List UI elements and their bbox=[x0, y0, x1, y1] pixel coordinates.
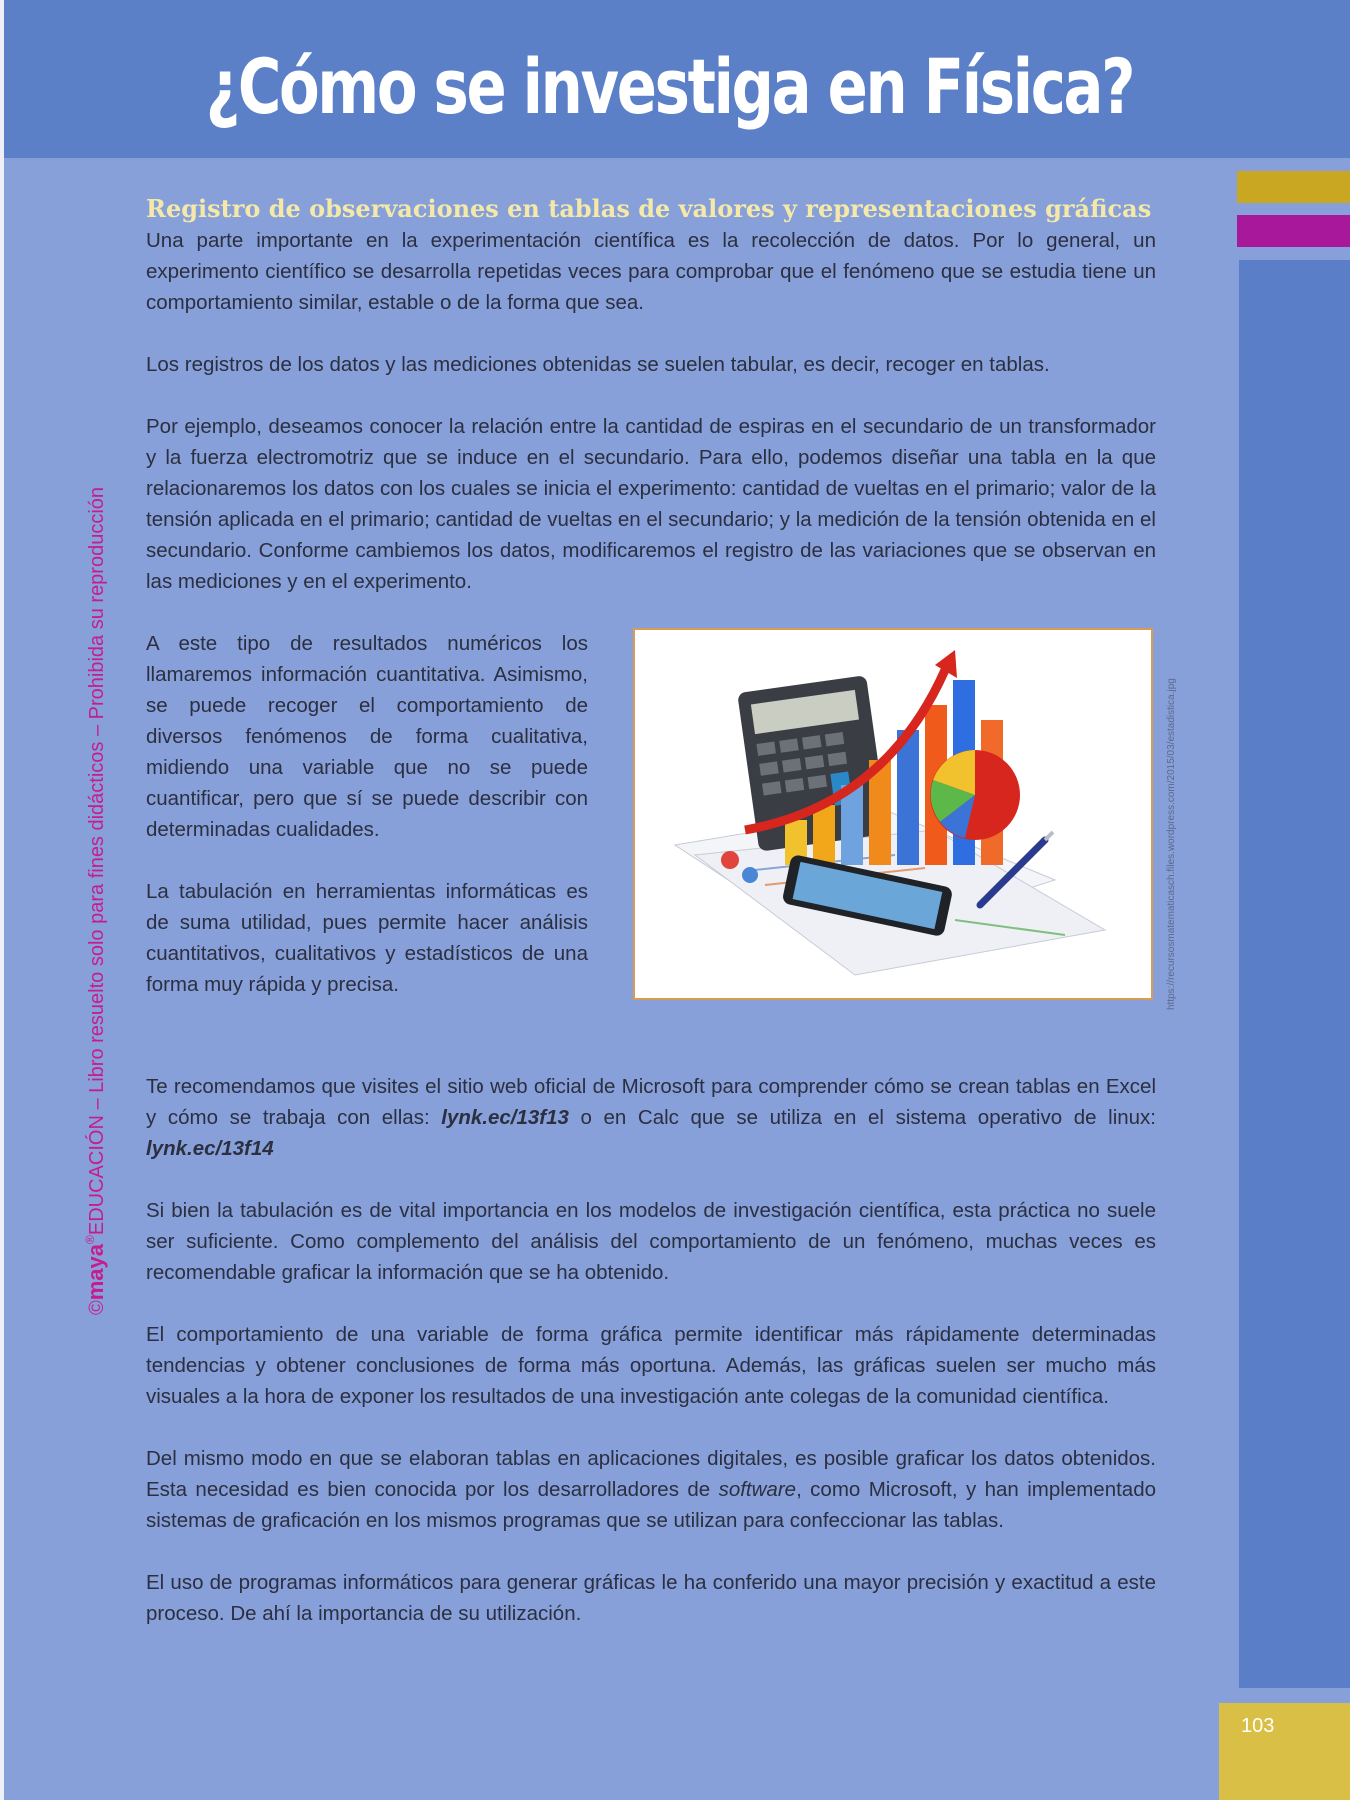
excel-link[interactable]: lynk.ec/13f13 bbox=[441, 1106, 569, 1129]
software-term: software bbox=[718, 1478, 797, 1501]
paragraph-3: Por ejemplo, deseamos conocer la relación entre la cantidad de espiras en el secundario de un transformador y la fuerza electromotriz que se induce en el secundario. Para ello, podemos diseñar una tabla en la que relacionaremos los datos con los cuales se inicia el experimento: cantidad de vueltas en el primario; valor de la tensión aplicada en el primario; cantidad de vueltas en el secundario; y la medición de la tensión obtenida en el secundario. Conforme cambiemos los datos, modificaremos el registro de las variaciones que se observan en las mediciones y en el experimento. bbox=[146, 415, 1156, 593]
calc-link[interactable]: lynk.ec/13f14 bbox=[146, 1137, 274, 1160]
paragraph-1: Una parte importante en la experimentación científica es la recolección de datos. Por lo general, un experimento científico se desarrolla repetidas veces para comprobar que el fenómeno que se estudia tiene un comportamiento similar, estable o de la forma que sea. bbox=[146, 229, 1156, 314]
sidebar-copyright-notice bbox=[83, 487, 109, 1315]
paragraph-4: A este tipo de resultados numéricos los llamaremos información cuantitativa. Asimismo, se puede recoger el comportamiento de diversos fenómenos de forma cualitativa, midiendo una variable que no se puede cuantificar, pero que sí se puede describir con determinadas cualidades. bbox=[146, 632, 588, 841]
text-column bbox=[146, 628, 588, 1000]
paragraph-6-text-b: o en Calc que se utiliza en el sistema operativo de linux: bbox=[568, 1106, 1156, 1129]
tab-marker-yellow bbox=[1237, 171, 1350, 203]
paragraph-6-text-a: Te recomendamos que visites el sitio web oficial de Microsoft para comprender cómo se crean tablas en Excel y cómo se trabaja con ellas: bbox=[146, 1075, 1156, 1129]
left-edge-rule bbox=[0, 0, 4, 1800]
paragraph-6 bbox=[146, 1071, 1156, 1164]
page-number-box bbox=[1219, 1703, 1350, 1800]
main-content bbox=[146, 193, 1156, 1660]
registered-mark: ® bbox=[83, 1235, 97, 1244]
statistics-illustration-graphic bbox=[635, 630, 1151, 998]
tab-marker-magenta bbox=[1237, 215, 1350, 247]
paragraph-8: El comportamiento de una variable de forma gráfica permite identificar más rápidamente determinadas tendencias y obtener conclusiones de forma más oportuna. Además, las gráficas suelen ser mucho más visuales a la hora de exponer los resultados de una investigación ante colegas de la comunidad científica. bbox=[146, 1323, 1156, 1408]
copyright-symbol: © bbox=[86, 1300, 108, 1315]
paragraph-9-text-b: , como Microsoft, y han implementado sistemas de graficación en los mismos programas que se utilizan para confeccionar las tablas. bbox=[146, 1478, 1156, 1532]
brand-logo-text: maya bbox=[83, 1243, 108, 1301]
page-number: 103 bbox=[1241, 1715, 1275, 1737]
right-margin-column bbox=[1239, 260, 1350, 1688]
section-subtitle: Registro de observaciones en tablas de valores y representaciones gráficas bbox=[146, 194, 1152, 223]
paragraph-2: Los registros de los datos y las mediciones obtenidas se suelen tabular, es decir, recoger en tablas. bbox=[146, 353, 1050, 376]
paragraph-9 bbox=[146, 1443, 1156, 1536]
paragraph-9-text-a: Del mismo modo en que se elaboran tablas en aplicaciones digitales, es posible graficar los datos obtenidos. Esta necesidad es bien conocida por los desarrolladores de bbox=[146, 1447, 1156, 1501]
image-credit: https://recursosmatematicasch.files.wordpress.com/2015/03/estadistica.jpg bbox=[1166, 678, 1177, 1010]
text-with-image-row bbox=[146, 628, 1156, 1040]
paragraph-10: El uso de programas informáticos para generar gráficas le ha conferido una mayor precisión y exactitud a este proceso. De ahí la importancia de su utilización. bbox=[146, 1571, 1156, 1625]
paragraph-7: Si bien la tabulación es de vital importancia en los modelos de investigación científica, esta práctica no suele ser suficiente. Como complemento del análisis del comportamiento de un fenómeno, muchas veces es recomendable graficar la información que se ha obtenido. bbox=[146, 1199, 1156, 1284]
sidebar-notice-text: EDUCACIÓN – Libro resuelto solo para fines didácticos – Prohibida su reproducción bbox=[86, 486, 108, 1236]
page-title: ¿Cómo se investiga en Física? bbox=[205, 42, 1134, 131]
paragraph-5: La tabulación en herramientas informáticas es de suma utilidad, pues permite hacer análisis cuantitativos, cualitativos y estadísticos de una forma muy rápida y precisa. bbox=[146, 880, 588, 996]
statistics-illustration bbox=[633, 628, 1153, 1000]
